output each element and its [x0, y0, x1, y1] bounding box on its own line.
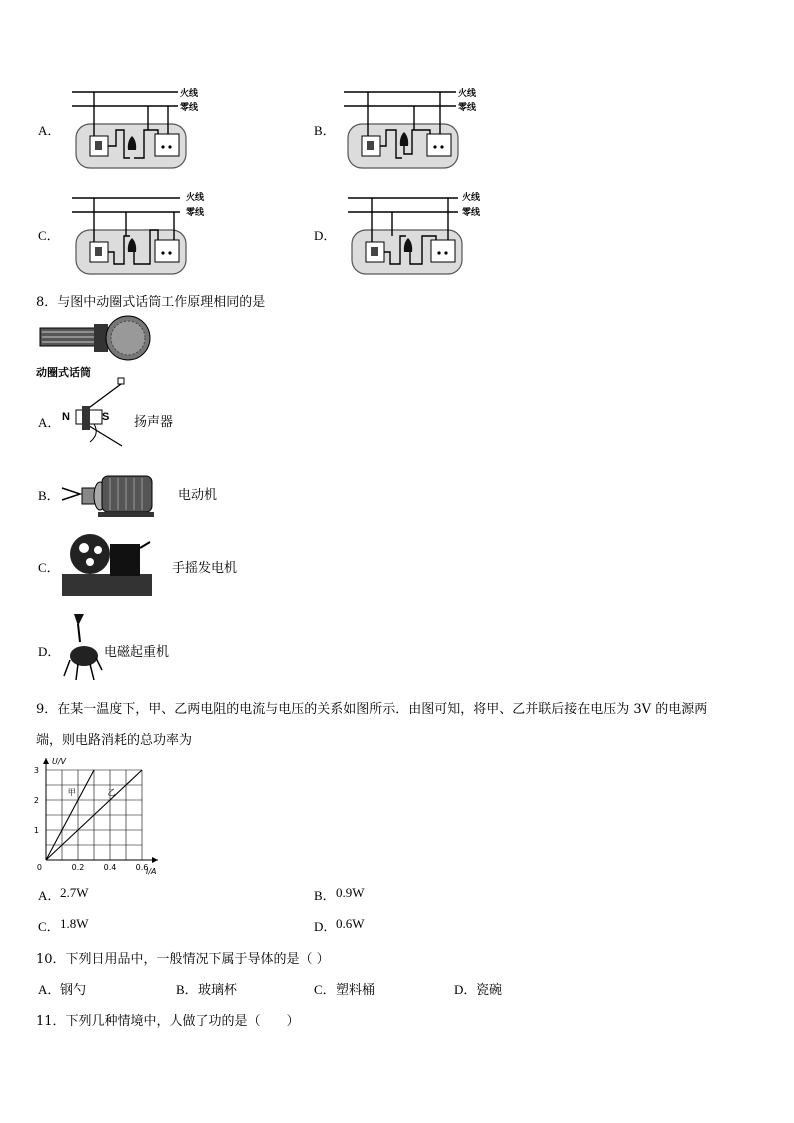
- y-tick-label: 3: [33, 766, 39, 775]
- zero-line-label: 零线: [186, 208, 205, 218]
- q9-stem-line1: 9．在某一温度下，甲、乙两电阻的电流与电压的关系如图所示．由图可知，将甲、乙并联后接在电压为 3V 的电源两: [36, 702, 708, 717]
- fire-line-label: 火线: [458, 89, 477, 99]
- option-letter: D．: [314, 919, 337, 934]
- y-tick-label: 1: [33, 826, 39, 835]
- series-label: 甲: [67, 788, 76, 798]
- electric-motor-icon: [60, 466, 160, 518]
- option-text: 手摇发电机: [172, 561, 238, 576]
- iu-chart: [28, 752, 170, 876]
- option-letter: B．: [176, 982, 198, 997]
- x-axis-label: I/A: [146, 867, 157, 876]
- y-axis-arrow-icon: [43, 758, 49, 764]
- option-letter: C．: [314, 982, 336, 997]
- wiring-diagram-b: [340, 84, 470, 170]
- option-text: 电磁起重机: [104, 645, 170, 660]
- option-letter: A．: [38, 888, 61, 903]
- option-text: 扬声器: [134, 415, 174, 430]
- zero-line-label: 零线: [462, 208, 481, 218]
- option-letter: B．: [314, 123, 336, 138]
- option-letter: C．: [38, 560, 60, 575]
- mic-caption: 动圈式话筒: [36, 366, 91, 379]
- option-letter: B．: [314, 888, 336, 903]
- y-tick-label: 2: [33, 796, 39, 805]
- origin-label: 0: [36, 863, 42, 872]
- option-text: 玻璃杯: [198, 983, 238, 998]
- option-text: 塑料桶: [336, 983, 376, 998]
- microphone-icon: [36, 312, 156, 366]
- fire-line-label: 火线: [180, 89, 199, 99]
- chart-labels: [34, 757, 157, 876]
- option-letter: B．: [38, 488, 60, 503]
- wiring-diagram-d: [344, 190, 474, 276]
- option-text: 钢勺: [60, 983, 87, 998]
- option-text: 电动机: [178, 488, 218, 503]
- magnet-n-label: N: [62, 411, 70, 423]
- option-letter: D．: [38, 644, 61, 659]
- q10-stem: 10．下列日用品中，一般情况下属于导体的是（ ）: [36, 952, 330, 967]
- x-tick-label: 0.4: [103, 863, 117, 872]
- x-tick-label: 0.6: [135, 863, 149, 872]
- option-letter: A．: [38, 982, 61, 997]
- fire-line-label: 火线: [186, 193, 205, 203]
- dynamic-microphone-figure: [36, 312, 156, 379]
- q8-stem: 8．与图中动圈式话筒工作原理相同的是: [36, 295, 266, 310]
- hand-crank-generator-icon: [60, 528, 156, 598]
- option-letter: C．: [38, 228, 60, 243]
- q11-stem: 11．下列几种情境中，人做了功的是（ ）: [36, 1014, 300, 1029]
- wiring-diagram-a: [68, 84, 198, 170]
- electromagnetic-crane-icon: [58, 612, 104, 682]
- magnet-s-label: S: [102, 411, 110, 423]
- x-tick-label: 0.2: [71, 863, 85, 872]
- option-text: 2.7W: [60, 885, 89, 900]
- x-axis-arrow-icon: [152, 857, 158, 863]
- option-text: 1.8W: [60, 916, 89, 931]
- option-letter: A．: [38, 415, 61, 430]
- zero-line-label: 零线: [458, 103, 477, 113]
- option-text: 0.6W: [336, 916, 365, 931]
- option-letter: C．: [38, 919, 60, 934]
- option-letter: D．: [314, 228, 337, 243]
- option-text: 瓷碗: [476, 983, 503, 998]
- option-letter: D．: [454, 982, 477, 997]
- option-letter: A．: [38, 123, 61, 138]
- zero-line-label: 零线: [180, 103, 199, 113]
- wiring-diagram-c: [68, 190, 198, 276]
- option-text: 0.9W: [336, 885, 365, 900]
- y-axis-label: U/V: [52, 757, 67, 766]
- q9-stem-line2: 端，则电路消耗的总功率为: [36, 733, 193, 748]
- fire-line-label: 火线: [462, 193, 481, 203]
- series-label: 乙: [107, 788, 116, 798]
